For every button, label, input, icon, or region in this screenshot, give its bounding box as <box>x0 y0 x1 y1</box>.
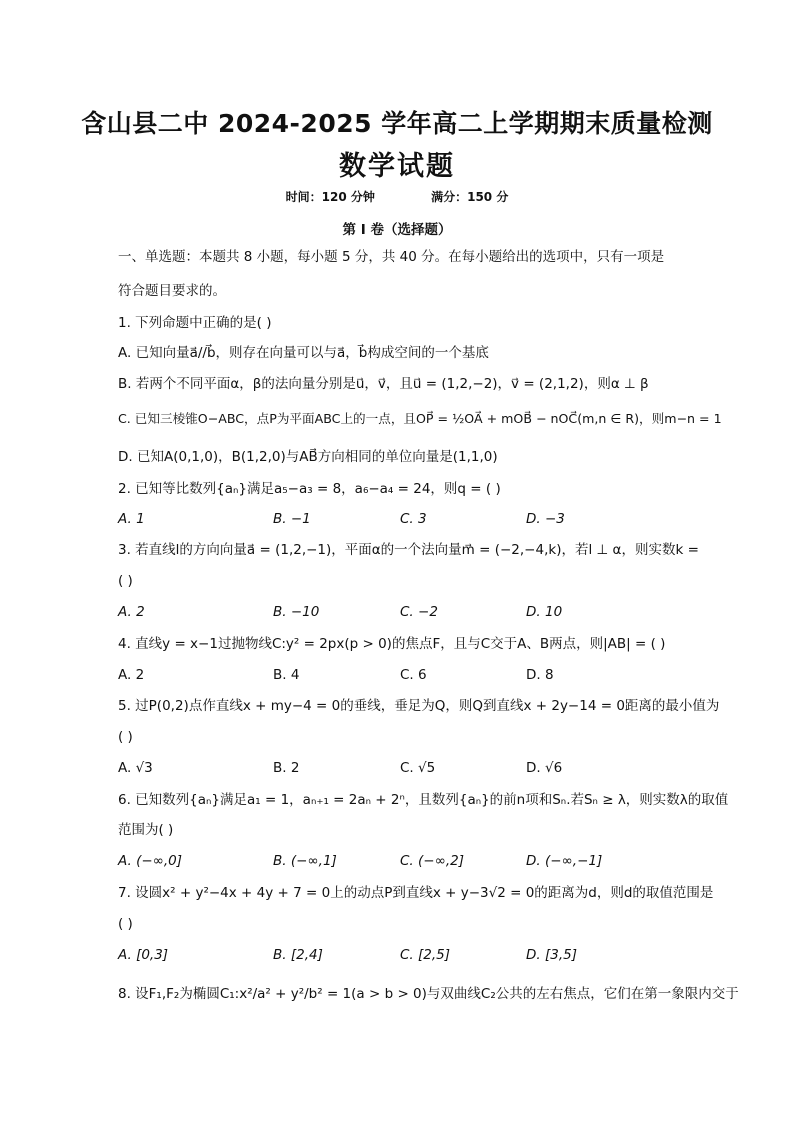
question-3-option-c: C. −2 <box>400 604 438 620</box>
question-6-stem-cont: 范围为( ) <box>118 822 174 838</box>
instruction-line: 一、单选题：本题共 8 小题，每小题 5 分，共 40 分。在每小题给出的选项中，只有一项是 <box>118 249 665 265</box>
question-6-stem: 6. 已知数列{aₙ}满足a₁ = 1，aₙ₊₁ = 2aₙ + 2ⁿ，且数列{aₙ}的前n项和Sₙ.若Sₙ ≥ λ，则实数λ的取值 <box>118 792 729 808</box>
section-heading: 第 I 卷（选择题） <box>342 222 452 238</box>
subject-title: 数学试题 <box>339 151 455 182</box>
instruction-line: 符合题目要求的。 <box>118 283 226 299</box>
exam-title: 含山县二中 2024-2025 学年高二上学期期末质量检测 <box>81 109 713 138</box>
question-2-option-d: D. −3 <box>526 511 565 527</box>
question-5-option-c: C. √5 <box>400 760 436 776</box>
question-7-option-c: C. [2,5] <box>400 947 451 963</box>
exam-time: 时间：120 分钟 <box>285 190 375 204</box>
question-2-stem: 2. 已知等比数列{aₙ}满足a₅−a₃ = 8，a₆−a₄ = 24，则q = ( ) <box>118 481 501 497</box>
question-7-option-b: B. [2,4] <box>273 947 323 963</box>
question-7-stem: 7. 设圆x² + y²−4x + 4y + 7 = 0上的动点P到直线x + y−3√2 = 0的距离为d，则d的取值范围是 <box>118 885 714 901</box>
question-5-option-b: B. 2 <box>273 760 300 776</box>
question-8-stem: 8. 设F₁,F₂为椭圆C₁:x²/a² + y²/b² = 1(a > b > 0)与双曲线C₂公共的左右焦点，它们在第一象限内交于 <box>118 986 739 1002</box>
question-7-option-a: A. [0,3] <box>118 947 169 963</box>
question-6-option-d: D. (−∞,−1] <box>526 853 603 869</box>
question-4-option-b: B. 4 <box>273 667 300 683</box>
question-1-stem: 1. 下列命题中正确的是( ) <box>118 315 272 331</box>
exam-score: 满分：150 分 <box>431 190 509 204</box>
question-6-option-c: C. (−∞,2] <box>400 853 464 869</box>
question-1-option-b: B. 若两个不同平面α，β的法向量分别是u⃗，v⃗，且u⃗ = (1,2,−2)，v⃗ = (2,1,2)，则α ⊥ β <box>118 376 649 392</box>
question-4-option-a: A. 2 <box>118 667 145 683</box>
question-3-stem-cont: ( ) <box>118 573 133 589</box>
question-1-option-c: C. 已知三棱锥O−ABC，点P为平面ABC上的一点，且OP⃗ = ½OA⃗ + mOB⃗ − nOC⃗(m,n ∈ R)，则m−n = 1 <box>118 411 722 426</box>
question-2-option-c: C. 3 <box>400 511 427 527</box>
question-5-option-d: D. √6 <box>526 760 563 776</box>
question-4-option-d: D. 8 <box>526 667 554 683</box>
question-2-option-b: B. −1 <box>273 511 311 527</box>
question-7-option-d: D. [3,5] <box>526 947 577 963</box>
question-4-stem: 4. 直线y = x−1过抛物线C:y² = 2px(p > 0)的焦点F，且与C交于A、B两点，则|AB| = ( ) <box>118 636 666 652</box>
question-2-option-a: A. 1 <box>118 511 145 527</box>
question-1-option-d: D. 已知A(0,1,0)，B(1,2,0)与AB⃗方向相同的单位向量是(1,1,0) <box>118 449 498 465</box>
question-7-stem-cont: ( ) <box>118 916 133 932</box>
question-3-option-d: D. 10 <box>526 604 563 620</box>
question-6-option-b: B. (−∞,1] <box>273 853 337 869</box>
question-5-stem: 5. 过P(0,2)点作直线x + my−4 = 0的垂线，垂足为Q，则Q到直线x + 2y−14 = 0距离的最小值为 <box>118 698 720 714</box>
question-3-stem: 3. 若直线l的方向向量a⃗ = (1,2,−1)，平面α的一个法向量m⃗ = (−2,−4,k)，若l ⊥ α，则实数k = <box>118 542 699 558</box>
exam-meta <box>0 188 794 205</box>
question-3-option-a: A. 2 <box>118 604 145 620</box>
question-3-option-b: B. −10 <box>273 604 320 620</box>
question-4-option-c: C. 6 <box>400 667 427 683</box>
question-1-option-a: A. 已知向量a⃗//b⃗，则存在向量可以与a⃗，b⃗构成空间的一个基底 <box>118 345 489 361</box>
question-6-option-a: A. (−∞,0] <box>118 853 183 869</box>
question-5-stem-cont: ( ) <box>118 729 133 745</box>
question-5-option-a: A. √3 <box>118 760 153 776</box>
